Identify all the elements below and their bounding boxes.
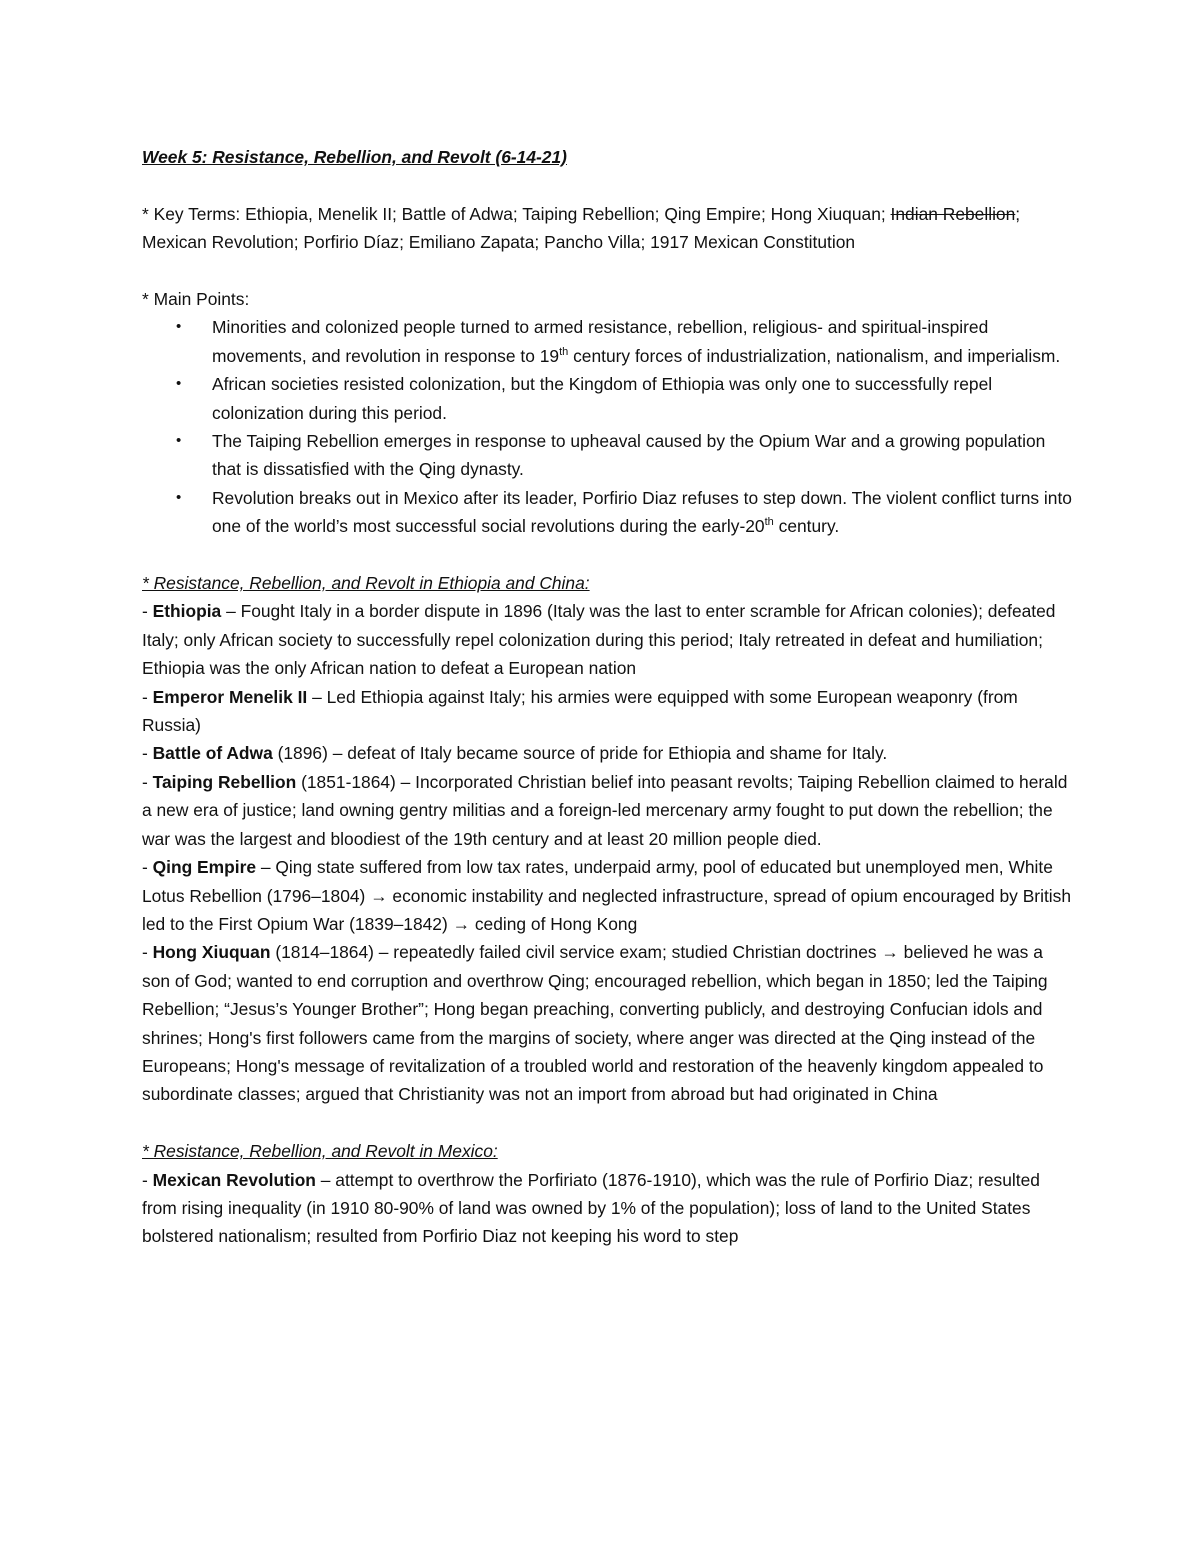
main-point-item: • Minorities and colonized people turned to armed resistance, rebellion, religious- and spiritual-inspired movements, and revolution in response to 19th century forces of industrialization, nationalism, and imperialism.	[212, 313, 1072, 370]
key-terms-text: Ethiopia, Menelik II; Battle of Adwa; Taiping Rebellion; Qing Empire; Hong Xiuquan;	[245, 203, 891, 224]
key-terms-label: * Key Terms:	[142, 203, 246, 224]
entry-taiping: - Taiping Rebellion (1851-1864) – Incorporated Christian belief into peasant revolts; Taiping Rebellion claimed to herald a new era of justice; land owning gentry militias and a foreign-led mercenary army fought to put down the rebellion; the war was the largest and bloodiest of the 19th century and at least 20 million people died.	[142, 771, 1068, 849]
entry-hong: - Hong Xiuquan (1814–1864) – repeatedly failed civil service exam; studied Christian doctrines → believed he was a son of God; wanted to end corruption and overthrow Qing; encouraged rebellion, which began in 1850; led the Taiping Rebellion; “Jesus’s Younger Brother”; Hong began preaching, converting publicly, and destroying Confucian idols and shrines; Hong's first followers came from the margins of society, where anger was directed at the Qing instead of the Europeans; Hong's message of revitalization of a troubled world and restoration of the heavenly kingdom appealed to subordinate classes; argued that Christianity was not an import from abroad but had originated in China	[142, 942, 1048, 1105]
main-points-list	[142, 313, 1072, 540]
document-body	[142, 143, 1072, 1251]
term: Emperor Menelik II	[152, 686, 308, 707]
section-heading-mexico: * Resistance, Rebellion, and Revolt in Mexico:	[142, 1141, 498, 1162]
entry-qing: - Qing Empire – Qing state suffered from low tax rates, underpaid army, pool of educated but unemployed men, White Lotus Rebellion (1796–1804) → economic instability and neglected infrastructure, spread of opium encouraged by British led to the First Opium War (1839–1842) → ceding of Hong Kong	[142, 857, 1072, 934]
page-title: Week 5: Resistance, Rebellion, and Revolt (6-14-21)	[142, 147, 567, 167]
main-points-label: * Main Points:	[142, 289, 250, 309]
term: Battle of Adwa	[152, 743, 273, 764]
arrow-icon: →	[452, 913, 470, 934]
key-terms	[142, 200, 1072, 257]
entry-menelik: - Emperor Menelik II – Led Ethiopia against Italy; his armies were equipped with some European weaponry (from Russia)	[142, 686, 1018, 736]
key-terms-text-cont: ; Mexican Revolution; Porfirio Díaz; Emiliano Zapata; Pancho Villa; 1917 Mexican Constitution	[142, 203, 1021, 253]
term: Qing Empire	[152, 857, 257, 878]
term: Ethiopia	[152, 601, 222, 622]
term: Mexican Revolution	[152, 1169, 316, 1190]
main-point-item: • African societies resisted colonization, but the Kingdom of Ethiopia was only one to successfully repel colonization during this period.	[212, 370, 1072, 427]
struck-term: Indian Rebellion	[890, 203, 1016, 224]
arrow-icon: →	[370, 885, 388, 906]
term: Hong Xiuquan	[152, 942, 271, 963]
section-heading-ethiopia-china: * Resistance, Rebellion, and Revolt in Ethiopia and China:	[142, 573, 590, 594]
entry-mexican-revolution: - Mexican Revolution – attempt to overthrow the Porfiriato (1876-1910), which was the rule of Porfirio Diaz; resulted from rising inequality (in 1910 80-90% of land was owned by 1% of the population); loss of land to the United States bolstered nationalism; resulted from Porfirio Diaz not keeping his word to step	[142, 1169, 1040, 1247]
arrow-icon: →	[881, 942, 899, 963]
main-point-item: • The Taiping Rebellion emerges in response to upheaval caused by the Opium War and a growing population that is dissatisfied with the Qing dynasty.	[212, 427, 1072, 484]
main-point-item: • Revolution breaks out in Mexico after its leader, Porfirio Diaz refuses to step down. The violent conflict turns into one of the world’s most successful social revolutions during the early-20th century.	[212, 484, 1072, 541]
term: Taiping Rebellion	[152, 771, 297, 792]
entry-adwa: - Battle of Adwa (1896) – defeat of Italy became source of pride for Ethiopia and shame for Italy.	[142, 743, 888, 764]
entry-ethiopia: - Ethiopia – Fought Italy in a border dispute in 1896 (Italy was the last to enter scramble for African colonies); defeated Italy; only African society to successfully repel colonization during this period; Italy retreated in defeat and humiliation; Ethiopia was the only African nation to defeat a European nation	[142, 601, 1056, 679]
